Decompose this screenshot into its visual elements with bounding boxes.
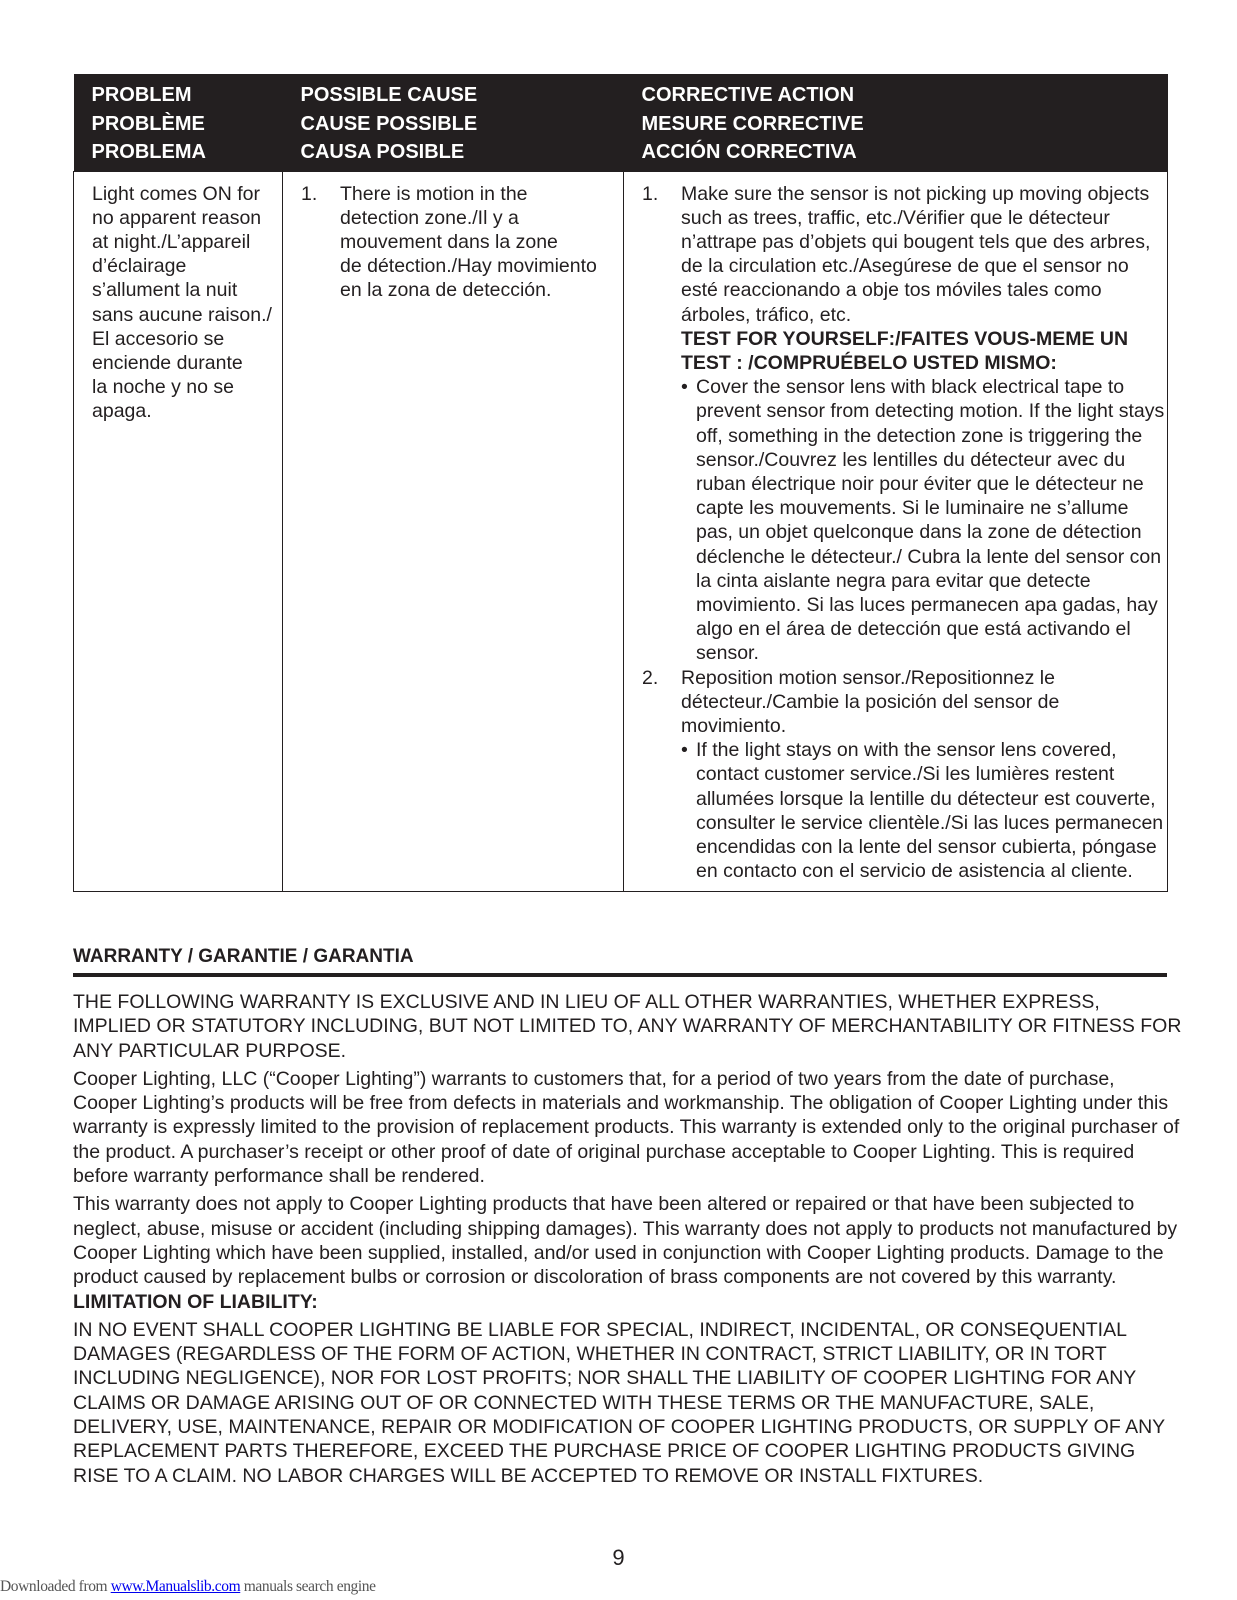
table-header-row xyxy=(74,74,1168,171)
warranty-body xyxy=(73,990,1183,1488)
troubleshooting-table xyxy=(73,74,1168,892)
section-divider xyxy=(73,973,1167,977)
cause-number: 1. xyxy=(301,182,318,205)
header-action-en: CORRECTIVE ACTION xyxy=(641,84,855,106)
warranty-paragraph-2: Cooper Lighting, LLC (“Cooper Lighting”) warrants to customers that, for a period of two years from the date of purchase, Cooper Lighting’s products will be free from defects in materials and workmanship. The obligation of Cooper Lighting under this warranty is expressly limited to the provision of replacement products. This warranty is extended only to the original purchaser of the product. A purchaser’s receipt or other proof of date of original purchase acceptable to Cooper Lighting. This is required before warranty performance shall be rendered. xyxy=(73,1067,1180,1188)
action-cell xyxy=(624,171,1168,892)
manualslib-link[interactable]: www.Manualslib.com xyxy=(110,1578,241,1595)
cause-cell xyxy=(283,171,624,892)
header-cause-en: POSSIBLE CAUSE xyxy=(300,84,478,106)
warranty-paragraph-3: This warranty does not apply to Cooper Lighting products that have been altered or repaired or that have been subjected to neglect, abuse, misuse or accident (including shipping damages). This warranty does not apply to products not manufactured by Cooper Lighting which have been supplied, installed, and/or used in conjunction with Cooper Lighting products. Damage to the product caused by replacement bulbs or corrosion or discoloration of brass components are not covered by this warranty. xyxy=(73,1193,1178,1289)
footer-prefix: Downloaded from xyxy=(0,1578,111,1595)
cause-text: There is motion in the detection zone./Il y a mouvement dans la zone de détection./Hay movimiento en la zona de detección. xyxy=(340,182,597,302)
download-footer xyxy=(0,1578,376,1596)
header-cause-fr: CAUSE POSSIBLE xyxy=(300,112,478,135)
bullet-text-1: Cover the sensor lens with black electrical tape to prevent sensor from detecting motion. If the light stays off, something in the detection zone is triggering the sensor./Couvrez les lentilles du détecteur avec du ruban électrique noir pour éviter que le détecteur ne capte les mouvements. Si le luminaire ne s’allume pas, un objet quelconque dans la zone de détection déclenche le détecteur./ Cubra la lente del sensor con la cinta aislante negra para evitar que detecte movimiento. Si las luces permanecen apa gadas, hay algo en el área de detección que está activando el sensor. xyxy=(696,376,1165,665)
bullet-icon: • xyxy=(681,376,688,399)
test-heading: TEST FOR YOURSELF:/FAITES VOUS-MEME UN TEST : /COMPRUÉBELO USTED MISMO: xyxy=(681,327,1129,374)
problem-text: Light comes ON for no apparent reason at night./L’appareil d’éclairage s’allument la nuit sans aucune raison./ El accesorio se enciende durante la noche y no se apaga. xyxy=(92,182,272,423)
header-action-es: ACCIÓN CORRECTIVA xyxy=(641,141,857,163)
action-item-1 xyxy=(642,182,1165,666)
bullet-text-2: If the light stays on with the sensor lens covered, contact customer service./Si les lumières restent allumées lorsque la lentille du détecteur est couverte, consulter le service clientèle./Si las luces permanecen encendidas con la lente del sensor cubierta, póngase en contacto con el servicio de asistencia al cliente. xyxy=(696,739,1164,883)
header-problem-en: PROBLEM xyxy=(91,84,192,106)
header-problem xyxy=(74,74,283,171)
header-problem-fr: PROBLÈME xyxy=(91,112,205,135)
action-number-2: 2. xyxy=(642,666,659,689)
action-text-2: Reposition motion sensor./Repositionnez le détecteur./Cambie la posición del sensor de movimiento. xyxy=(681,666,1060,737)
table-row xyxy=(74,171,1168,892)
warranty-paragraph-1: THE FOLLOWING WARRANTY IS EXCLUSIVE AND IN LIEU OF ALL OTHER WARRANTIES, WHETHER EXPRESS, IMPLIED OR STATUTORY INCLUDING, BUT NOT LIMITED TO, ANY WARRANTY OF MERCHANTABILITY OR FITNESS FOR ANY PARTICULAR PURPOSE. xyxy=(73,991,1182,1062)
footer-suffix: manuals search engine xyxy=(240,1578,376,1595)
action-number-1: 1. xyxy=(642,182,659,205)
action-text-1: Make sure the sensor is not picking up moving objects such as trees, traffic, etc./Vérifier que le détecteur n’attrape pas d’objets qui bougent tels que des arbres, de la circulation etc./Asegúrese de que el sensor no esté reaccionando a obje tos móviles tales como árboles, tráfico, etc. xyxy=(681,182,1151,326)
cause-item xyxy=(301,182,621,303)
header-cause-es: CAUSA POSIBLE xyxy=(300,141,465,163)
action-bullet-1 xyxy=(681,375,1165,665)
action-bullet-2 xyxy=(681,738,1165,883)
problem-cell xyxy=(74,171,283,892)
liability-text: IN NO EVENT SHALL COOPER LIGHTING BE LIABLE FOR SPECIAL, INDIRECT, INCIDENTAL, OR CONSEQUENTIAL DAMAGES (REGARDLESS OF THE FORM OF ACTION, WHETHER IN CONTRACT, STRICT LIABILITY, OR IN TORT INCLUDING NEGLIGENCE), NOR FOR LOST PROFITS; NOR SHALL THE LIABILITY OF COOPER LIGHTING FOR ANY CLAIMS OR DAMAGE ARISING OUT OF OR CONNECTED WITH THESE TERMS OR THE MANUFACTURE, SALE, DELIVERY, USE, MAINTENANCE, REPAIR OR MODIFICATION OF COOPER LIGHTING PRODUCTS, OR SUPPLY OF ANY REPLACEMENT PARTS THEREFORE, EXCEED THE PURCHASE PRICE OF COOPER LIGHTING PRODUCTS GIVING RISE TO A CLAIM. NO LABOR CHARGES WILL BE ACCEPTED TO REMOVE OR INSTALL FIXTURES. xyxy=(73,1318,1165,1487)
header-problem-es: PROBLEMA xyxy=(91,141,206,163)
page-number: 9 xyxy=(612,1545,625,1570)
bullet-icon: • xyxy=(681,739,688,762)
header-action-fr: MESURE CORRECTIVE xyxy=(641,112,864,135)
header-possible-cause xyxy=(283,74,624,171)
warranty-title: WARRANTY / GARANTIE / GARANTIA xyxy=(73,946,414,967)
header-corrective-action xyxy=(624,74,1168,171)
action-item-2 xyxy=(642,666,1165,884)
liability-heading: LIMITATION OF LIABILITY: xyxy=(73,1290,318,1313)
